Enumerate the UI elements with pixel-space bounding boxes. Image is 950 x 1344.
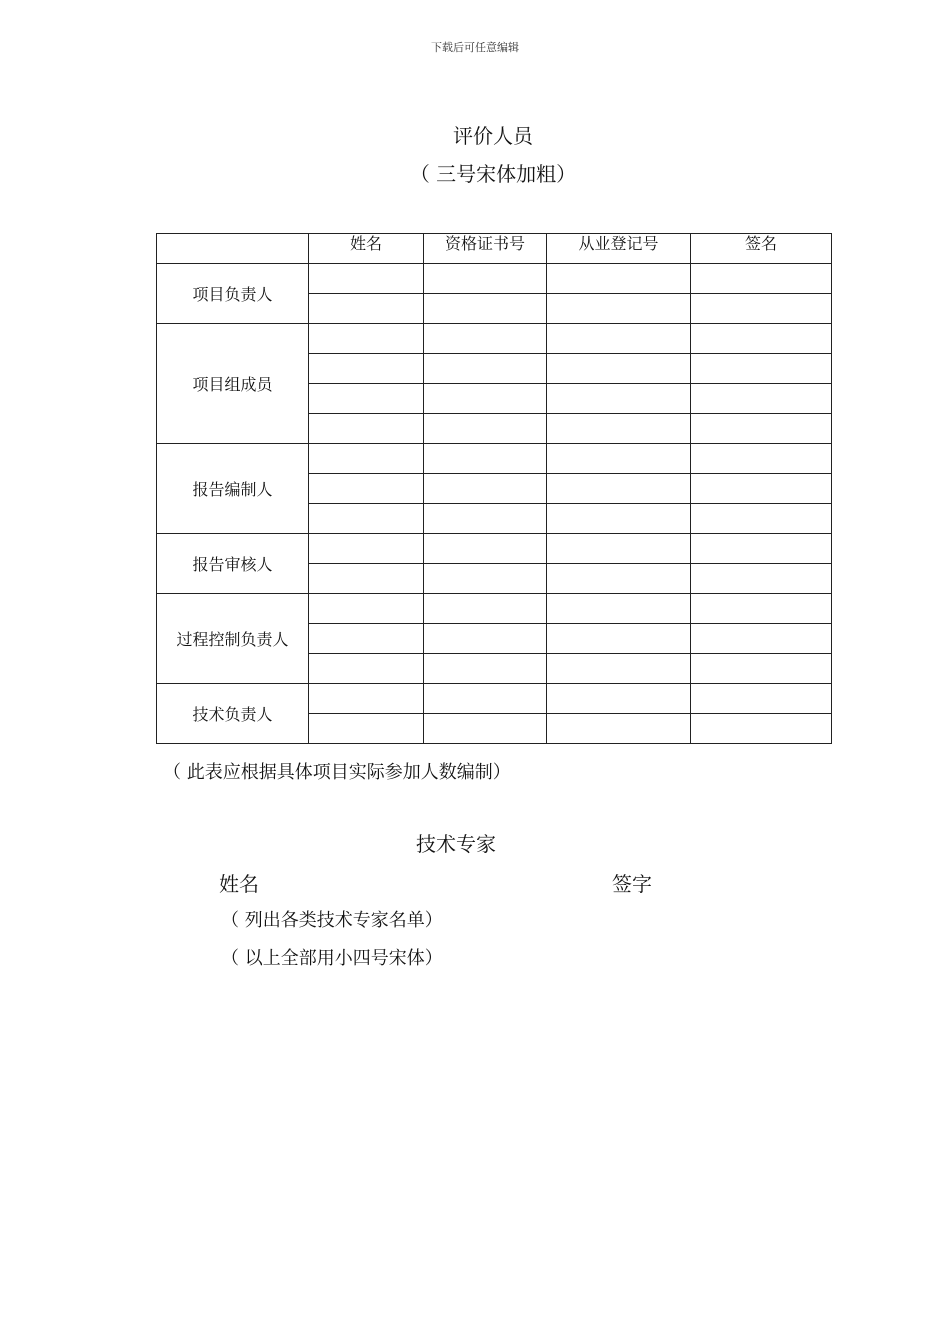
name-cell[interactable] xyxy=(309,504,424,534)
role-label-cell: 报告编制人 xyxy=(157,444,309,534)
signature-cell[interactable] xyxy=(691,324,832,354)
registration-no-cell[interactable] xyxy=(547,564,691,594)
name-cell[interactable] xyxy=(309,264,424,294)
name-cell[interactable] xyxy=(309,684,424,714)
registration-no-cell[interactable] xyxy=(547,504,691,534)
experts-name-label: 姓名 xyxy=(219,872,259,896)
certificate-no-cell[interactable] xyxy=(424,414,547,444)
registration-no-cell[interactable] xyxy=(547,684,691,714)
name-cell[interactable] xyxy=(309,414,424,444)
staff-table-body xyxy=(157,234,832,744)
registration-no-cell[interactable] xyxy=(547,324,691,354)
name-cell[interactable] xyxy=(309,474,424,504)
experts-section-title: 技术专家 xyxy=(416,832,496,856)
registration-no-cell[interactable] xyxy=(547,624,691,654)
registration-no-cell[interactable] xyxy=(547,444,691,474)
registration-no-cell[interactable] xyxy=(547,294,691,324)
header-cell-name: 姓名 xyxy=(309,234,424,264)
signature-cell[interactable] xyxy=(691,444,832,474)
certificate-no-cell[interactable] xyxy=(424,654,547,684)
title-format-note: （ 三号宋体加粗） xyxy=(409,162,577,186)
certificate-no-cell[interactable] xyxy=(424,264,547,294)
signature-cell[interactable] xyxy=(691,474,832,504)
table-row xyxy=(157,684,832,714)
signature-cell[interactable] xyxy=(691,684,832,714)
registration-no-cell[interactable] xyxy=(547,264,691,294)
certificate-no-cell[interactable] xyxy=(424,474,547,504)
registration-no-cell[interactable] xyxy=(547,354,691,384)
signature-cell[interactable] xyxy=(691,654,832,684)
table-note: （ 此表应根据具体项目实际参加人数编制） xyxy=(163,762,511,783)
certificate-no-cell[interactable] xyxy=(424,684,547,714)
certificate-no-cell[interactable] xyxy=(424,714,547,744)
certificate-no-cell[interactable] xyxy=(424,354,547,384)
table-row xyxy=(157,324,832,354)
name-cell[interactable] xyxy=(309,594,424,624)
certificate-no-cell[interactable] xyxy=(424,324,547,354)
signature-cell[interactable] xyxy=(691,564,832,594)
role-label-cell: 项目组成员 xyxy=(157,324,309,444)
table-row xyxy=(157,264,832,294)
registration-no-cell[interactable] xyxy=(547,384,691,414)
certificate-no-cell[interactable] xyxy=(424,384,547,414)
certificate-no-cell[interactable] xyxy=(424,504,547,534)
registration-no-cell[interactable] xyxy=(547,594,691,624)
signature-cell[interactable] xyxy=(691,294,832,324)
registration-no-cell[interactable] xyxy=(547,714,691,744)
registration-no-cell[interactable] xyxy=(547,534,691,564)
certificate-no-cell[interactable] xyxy=(424,624,547,654)
registration-no-cell[interactable] xyxy=(547,474,691,504)
signature-cell[interactable] xyxy=(691,504,832,534)
certificate-no-cell[interactable] xyxy=(424,444,547,474)
role-label-cell: 项目负责人 xyxy=(157,264,309,324)
certificate-no-cell[interactable] xyxy=(424,534,547,564)
name-cell[interactable] xyxy=(309,624,424,654)
signature-cell[interactable] xyxy=(691,714,832,744)
name-cell[interactable] xyxy=(309,564,424,594)
page-title: 评价人员 xyxy=(453,124,533,148)
registration-no-cell[interactable] xyxy=(547,414,691,444)
header-cell-certificate-no: 资格证书号 xyxy=(424,234,547,264)
name-cell[interactable] xyxy=(309,654,424,684)
name-cell[interactable] xyxy=(309,534,424,564)
role-label-cell: 技术负责人 xyxy=(157,684,309,744)
name-cell[interactable] xyxy=(309,354,424,384)
table-row xyxy=(157,444,832,474)
registration-no-cell[interactable] xyxy=(547,654,691,684)
signature-cell[interactable] xyxy=(691,624,832,654)
header-cell-signature: 签名 xyxy=(691,234,832,264)
role-label-cell: 过程控制负责人 xyxy=(157,594,309,684)
certificate-no-cell[interactable] xyxy=(424,294,547,324)
evaluation-staff-table xyxy=(156,233,832,744)
name-cell[interactable] xyxy=(309,384,424,414)
certificate-no-cell[interactable] xyxy=(424,594,547,624)
signature-cell[interactable] xyxy=(691,594,832,624)
signature-cell[interactable] xyxy=(691,414,832,444)
name-cell[interactable] xyxy=(309,294,424,324)
name-cell[interactable] xyxy=(309,324,424,354)
name-cell[interactable] xyxy=(309,444,424,474)
table-row xyxy=(157,594,832,624)
signature-cell[interactable] xyxy=(691,354,832,384)
signature-cell[interactable] xyxy=(691,264,832,294)
experts-list-note: （ 列出各类技术专家名单） xyxy=(221,910,443,931)
experts-sign-label: 签字 xyxy=(612,872,652,896)
table-row xyxy=(157,534,832,564)
header-cell-blank xyxy=(157,234,309,264)
header-cell-registration-no: 从业登记号 xyxy=(547,234,691,264)
experts-font-note: （ 以上全部用小四号宋体） xyxy=(221,948,443,969)
table-header-row xyxy=(157,234,832,264)
header-note: 下载后可任意编辑 xyxy=(431,41,519,54)
signature-cell[interactable] xyxy=(691,384,832,414)
certificate-no-cell[interactable] xyxy=(424,564,547,594)
signature-cell[interactable] xyxy=(691,534,832,564)
role-label-cell: 报告审核人 xyxy=(157,534,309,594)
name-cell[interactable] xyxy=(309,714,424,744)
